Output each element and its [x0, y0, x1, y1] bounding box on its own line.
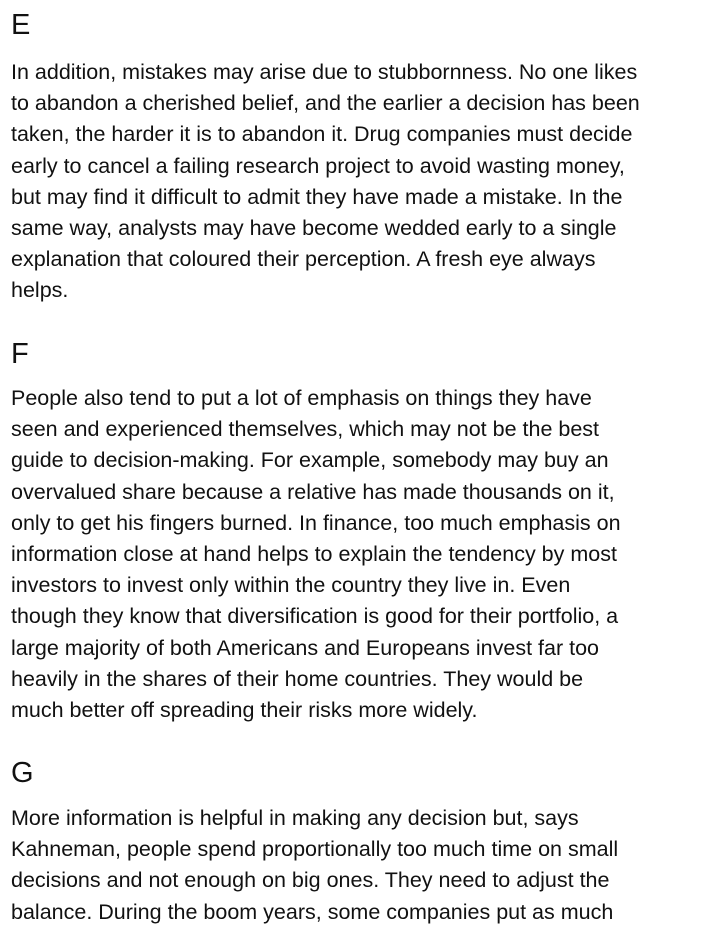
paragraph-line: balance. During the boom years, some companies put as much — [11, 899, 614, 924]
paragraph-line: much better off spreading their risks more widely. — [11, 698, 478, 723]
paragraph-line: helps. — [11, 278, 69, 303]
paragraph-line: information close at hand helps to explain the tendency by most — [11, 542, 617, 567]
section-paragraph-f — [11, 383, 621, 726]
paragraph-line: People also tend to put a lot of emphasis on things they have — [11, 386, 592, 410]
paragraph-line: taken, the harder it is to abandon it. Drug companies must decide — [11, 122, 633, 147]
paragraph-line: decisions and not enough on big ones. They need to adjust the — [11, 868, 610, 893]
paragraph-line: guide to decision-making. For example, somebody may buy an — [11, 448, 609, 473]
paragraph-line: More information is helpful in making any decision but, says — [11, 806, 579, 830]
paragraph-line: same way, analysts may have become wedded early to a single — [11, 216, 617, 241]
section-paragraph-g — [11, 803, 618, 928]
paragraph-line: heavily in the shares of their home countries. They would be — [11, 666, 584, 691]
paragraph-line: only to get his fingers burned. In finance, too much emphasis on — [11, 510, 621, 535]
paragraph-line: to abandon a cherished belief, and the earlier a decision has been — [11, 91, 640, 116]
section-heading-g: G — [11, 757, 34, 789]
paragraph-line: overvalued share because a relative has made thousands on it, — [11, 479, 615, 504]
paragraph-line: large majority of both Americans and Europeans invest far too — [11, 635, 599, 660]
paragraph-line: though they know that diversification is good for their portfolio, a — [11, 604, 619, 629]
paragraph-line: seen and experienced themselves, which may not be the best — [11, 417, 600, 442]
section-heading-f: F — [11, 338, 29, 370]
section-paragraph-e — [11, 57, 640, 307]
paragraph-line: explanation that coloured their perception. A fresh eye always — [11, 247, 596, 272]
paragraph-line: In addition, mistakes may arise due to stubbornness. No one likes — [11, 60, 638, 84]
paragraph-line: but may find it difficult to admit they have made a mistake. In the — [11, 184, 623, 209]
paragraph-line: early to cancel a failing research project to avoid wasting money, — [11, 153, 625, 178]
paragraph-line: investors to invest only within the country they live in. Even — [11, 573, 571, 598]
paragraph-line: Kahneman, people spend proportionally too much time on small — [11, 837, 619, 862]
section-heading-e: E — [11, 9, 31, 41]
